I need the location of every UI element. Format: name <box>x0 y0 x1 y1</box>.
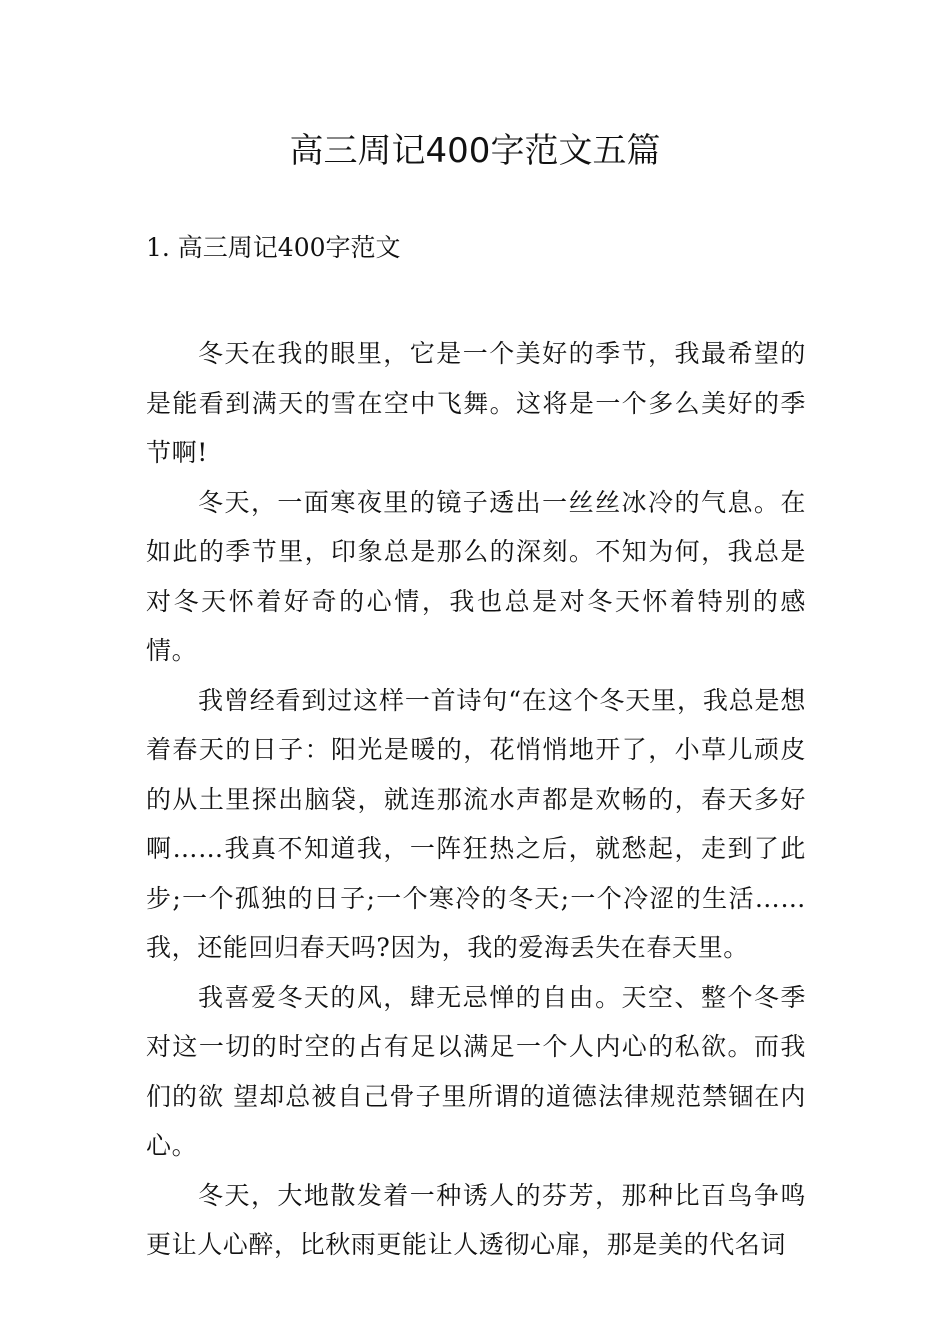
document-body <box>146 329 806 1270</box>
document-title: 高三周记400字范文五篇 <box>289 131 661 171</box>
paragraph: 我喜爱冬天的风，肆无忌惮的自由。天空、整个冬季对这一切的时空的占有足以满足一个人内心的私欲。而我们的欲 望却总被自己骨子里所谓的道德法律规范禁锢在内心。 <box>146 982 806 1160</box>
paragraph: 我曾经看到过这样一首诗句“在这个冬天里，我总是想着春天的日子：阳光是暖的，花悄悄地开了，小草儿顽皮的从土里探出脑袋，就连那流水声都是欢畅的，春天多好啊……我真不知道我，一阵狂热之后，就愁起，走到了此步;一个孤独的日子;一个寒冷的冬天;一个冷涩的生活……我，还能回归春天吗?因为，我的爱海丢失在春天里。 <box>146 685 806 962</box>
paragraph: 冬天，大地散发着一种诱人的芬芳，那种比百鸟争鸣更让人心醉，比秋雨更能让人透彻心扉，那是美的代名词 <box>146 1180 806 1259</box>
paragraph: 冬天，一面寒夜里的镜子透出一丝丝冰冷的气息。在如此的季节里，印象总是那么的深刻。不知为何，我总是对冬天怀着好奇的心情，我也总是对冬天怀着特别的感情。 <box>146 487 806 665</box>
paragraph: 冬天在我的眼里，它是一个美好的季节，我最希望的是能看到满天的雪在空中飞舞。这将是一个多么美好的季节啊! <box>146 339 806 467</box>
section-heading: 1. 高三周记400字范文 <box>146 233 401 262</box>
